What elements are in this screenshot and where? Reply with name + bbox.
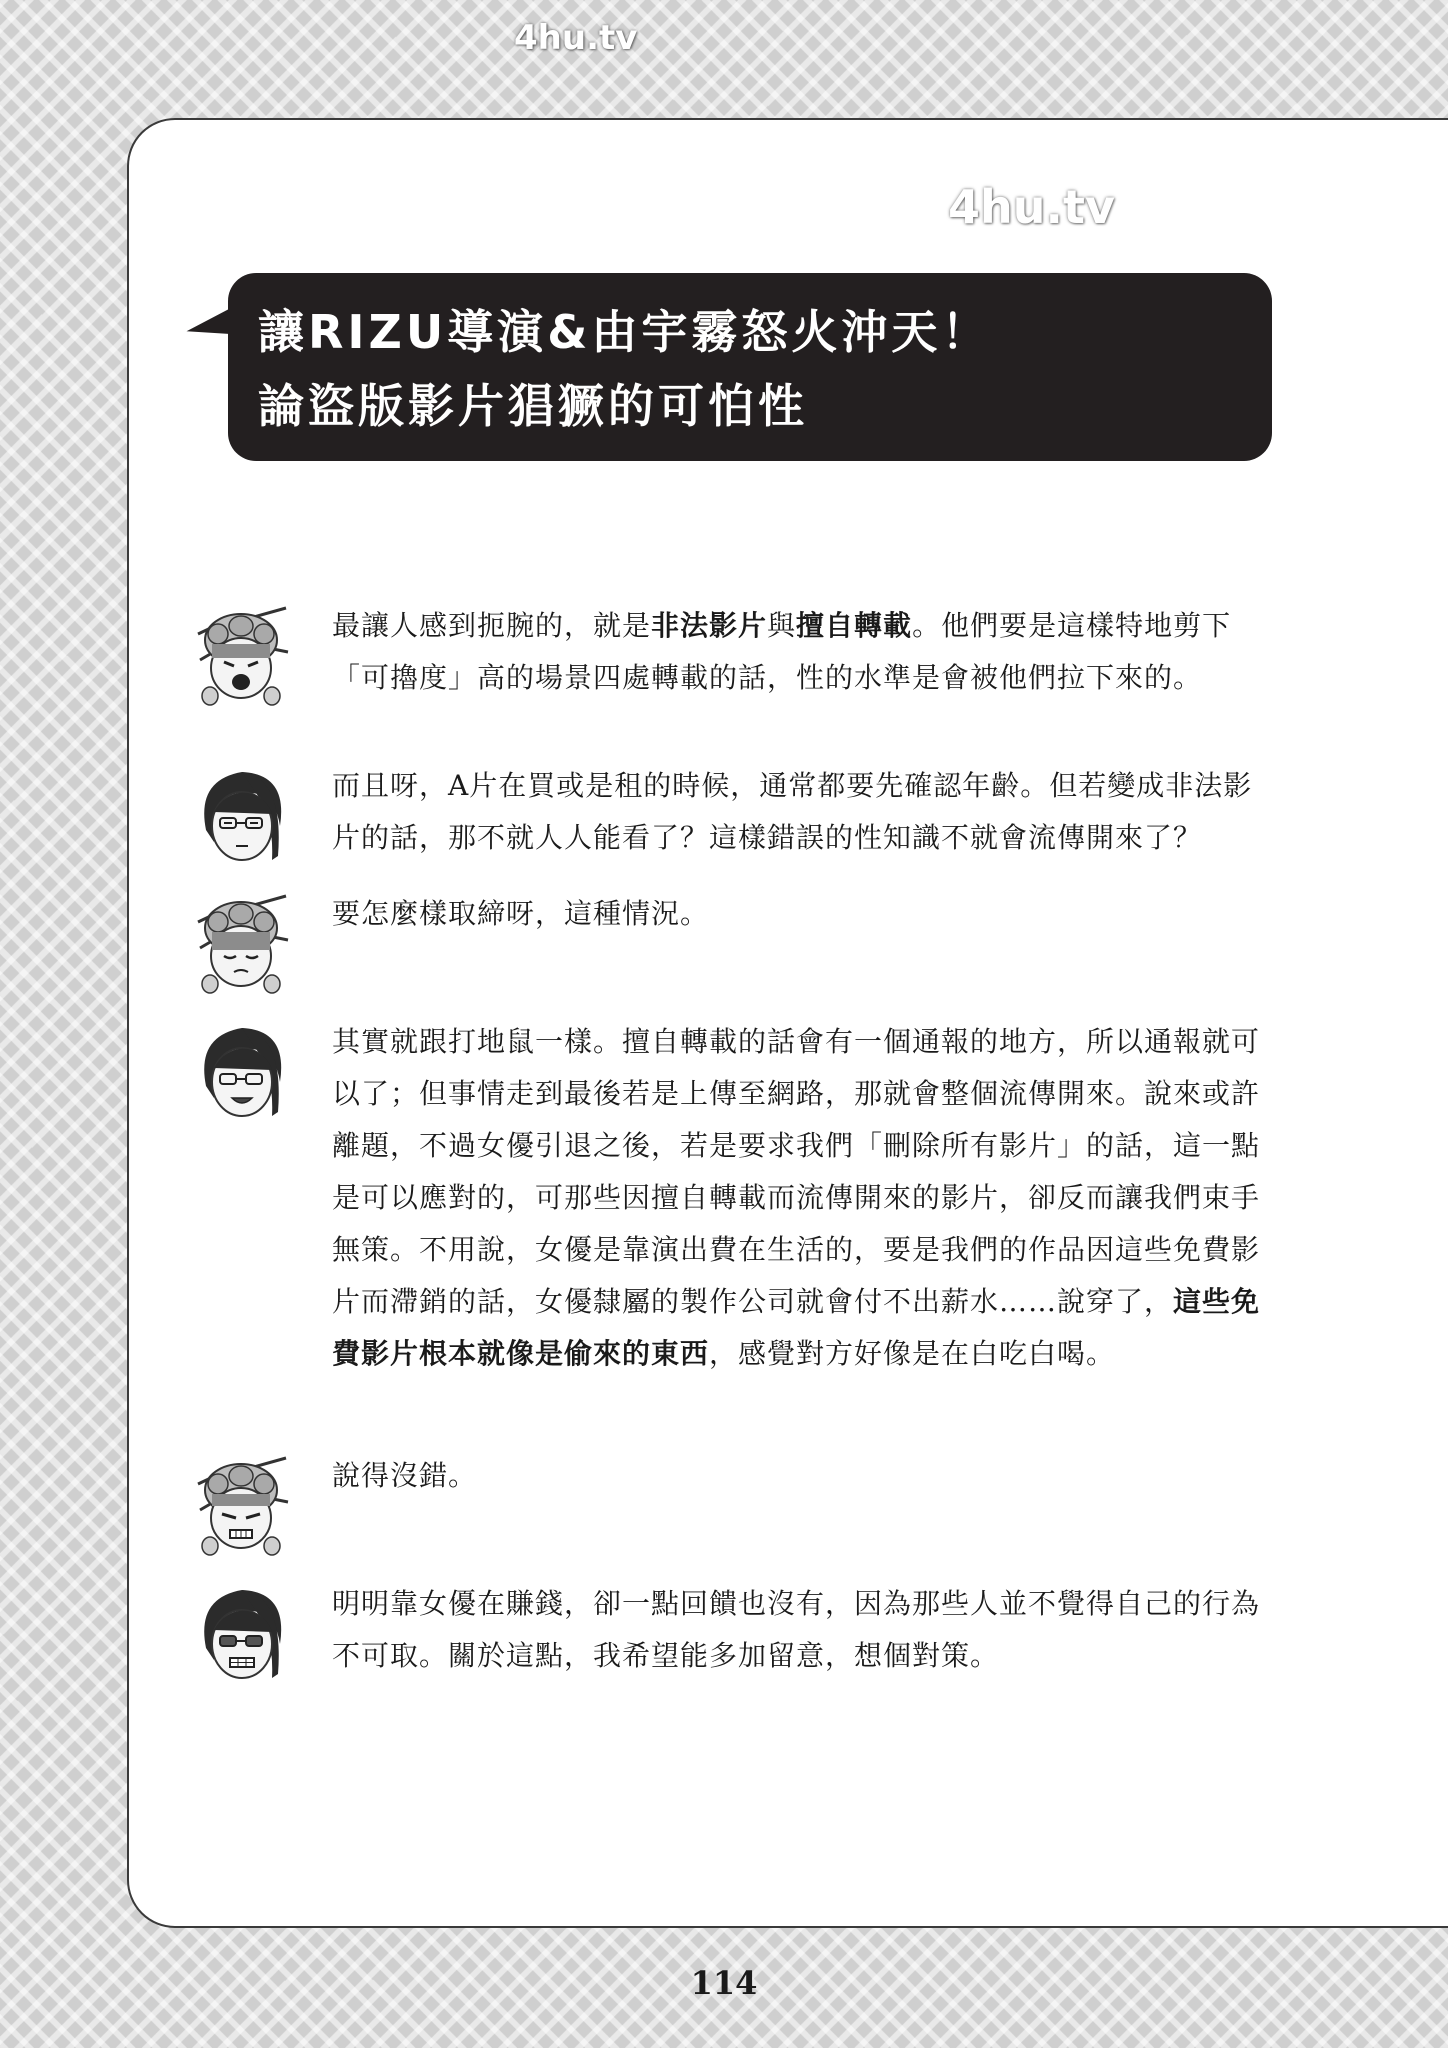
text-segment: 。他們要是這樣特地剪下「可擼度」高的場景四處轉載的話，性的水準是會被他們拉下來的。 [332, 609, 1232, 694]
watermark-top: 4hu.tv [514, 18, 638, 58]
text-segment: 最讓人感到扼腕的，就是 [332, 609, 652, 642]
glasses-woman-calm-icon [188, 760, 294, 870]
dialogue-entry [188, 760, 1278, 864]
bold-text-segment: 這些免費影片根本就像是偷來的東西 [332, 1285, 1261, 1370]
title-line-2: 論盜版影片猖獗的可怕性 [258, 379, 808, 433]
page-number: 114 [690, 1964, 758, 2002]
bold-text-segment: 非法影片 [651, 609, 768, 642]
watermark-card: 4hu.tv [948, 180, 1115, 234]
title-bubble [228, 273, 1272, 461]
text-segment: 明明靠女優在賺錢，卻一點回饋也沒有，因為那些人並不覺得自己的行為不可取。關於這點，我希望能多加留意，想個對策。 [332, 1587, 1261, 1672]
hair-ornament-woman-shouting-icon [188, 600, 294, 710]
hair-ornament-woman-annoyed-icon [188, 1450, 294, 1560]
text-segment: 要怎麼樣取締呀，這種情況。 [332, 897, 710, 930]
title-line-1: 讓RIZU導演&由宇霧怒火沖天！ [258, 305, 992, 359]
dialogue-entry [188, 888, 1278, 940]
dialogue-entry [188, 1578, 1278, 1682]
dialogue-entry [188, 1016, 1278, 1380]
dialogue-text [332, 760, 1278, 864]
dialogue-entry [188, 1450, 1278, 1502]
dialogue-text [332, 1578, 1278, 1682]
text-segment: 與 [767, 609, 797, 642]
hair-ornament-woman-sighing-icon [188, 888, 294, 998]
bold-text-segment: 擅自轉載 [796, 609, 913, 642]
text-segment: 其實就跟打地鼠一樣。擅自轉載的話會有一個通報的地方，所以通報就可以了；但事情走到最後若是上傳至網路，那就會整個流傳開來。說來或許離題，不過女優引退之後，若是要求我們「刪除所有影片」的話，這一點是可以應對的，可那些因擅自轉載而流傳開來的影片，卻反而讓我們束手無策。不用說，女優是靠演出費在生活的，要是我們的作品因這些免費影片而滯銷的話，女優隸屬的製作公司就會付不出薪水……說穿了， [332, 1025, 1261, 1318]
dialogue-text [332, 600, 1278, 704]
text-segment: 說得沒錯。 [332, 1459, 478, 1492]
dialogue-entry [188, 600, 1278, 704]
text-segment: 而且呀，A片在買或是租的時候，通常都要先確認年齡。但若變成非法影片的話，那不就人人能看了？這樣錯誤的性知識不就會流傳開來了？ [332, 769, 1253, 854]
text-segment: ，感覺對方好像是在白吃白喝。 [709, 1337, 1116, 1370]
dialogue-text [332, 1016, 1278, 1380]
glasses-woman-talking-icon [188, 1016, 294, 1126]
dialogue-text [332, 888, 1278, 940]
dialogue-text [332, 1450, 1278, 1502]
glasses-woman-gritting-icon [188, 1578, 294, 1688]
